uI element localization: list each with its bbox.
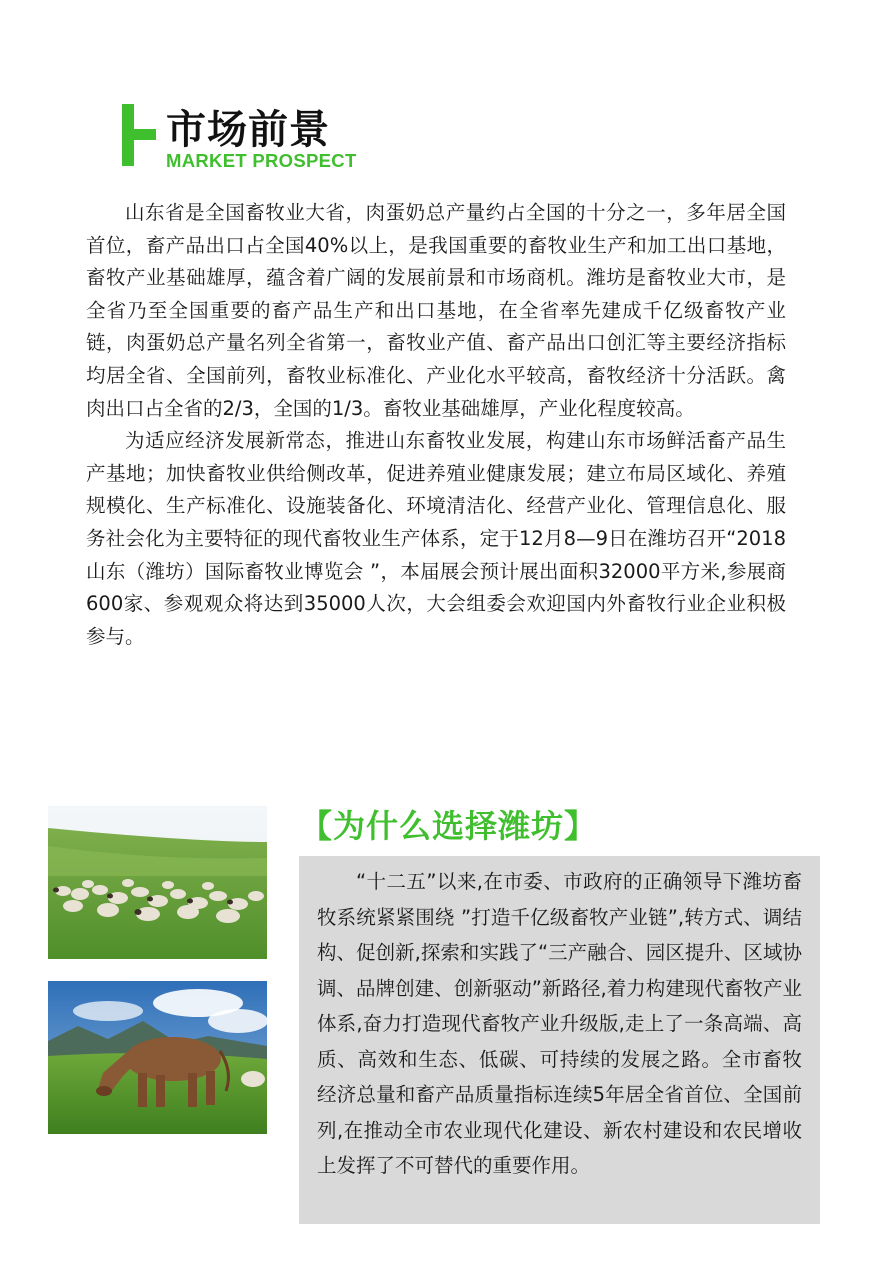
why-weifang-title: 【为什么选择潍坊】: [300, 807, 598, 845]
sheep-pasture-photo: [48, 806, 267, 959]
cow-pasture-photo: [48, 981, 267, 1134]
header-logo-icon: [122, 104, 156, 166]
page-title: 市场前景: [166, 107, 330, 153]
market-prospect-text: [86, 197, 786, 653]
page-subtitle: MARKET PROSPECT: [166, 150, 357, 171]
why-weifang-text: “十二五”以来,在市委、市政府的正确领导下潍坊畜牧系统紧紧围绕 ”打造千亿级畜牧产业链”,转方式、调结构、促创新,探索和实践了“三产融合、园区提升、区域协调、品牌创建、创新驱动”新路径,着力构建现代畜牧产业体系,奋力打造现代畜牧产业升级版,走上了一条高端、高质、高效和生态、低碳、可持续的发展之路。全市畜牧经济总量和畜产品质量指标连续5年居全省首位、全国前列,在推动全市农业现代化建设、新农村建设和农民增收上发挥了不可替代的重要作用。: [317, 870, 802, 1177]
paragraph: 为适应经济发展新常态，推进山东畜牧业发展，构建山东市场鲜活畜产品生产基地；加快畜牧业供给侧改革，促进养殖业健康发展；建立布局区域化、养殖规模化、生产标准化、设施装备化、环境清洁化、经营产业化、管理信息化、服务社会化为主要特征的现代畜牧业生产体系，定于12月8—9日在潍坊召开“2018山东（潍坊）国际畜牧业博览会 ”，本届展会预计展出面积32000平方米,参展商600家、参观观众将达到35000人次，大会组委会欢迎国内外畜牧行业企业积极参与。: [86, 429, 786, 648]
why-weifang-box: [299, 856, 820, 1224]
paragraph: 山东省是全国畜牧业大省，肉蛋奶总产量约占全国的十分之一，多年居全国首位，畜产品出口占全国40%以上，是我国重要的畜牧业生产和加工出口基地，畜牧产业基础雄厚，蕴含着广阔的发展前景和市场商机。潍坊是畜牧业大市，是全省乃至全国重要的畜产品生产和出口基地，在全省率先建成千亿级畜牧产业链，肉蛋奶总产量名列全省第一，畜牧业产值、畜产品出口创汇等主要经济指标均居全省、全国前列，畜牧业标准化、产业化水平较高，畜牧经济十分活跃。禽肉出口占全省的2/3，全国的1/3。畜牧业基础雄厚，产业化程度较高。: [86, 201, 786, 420]
